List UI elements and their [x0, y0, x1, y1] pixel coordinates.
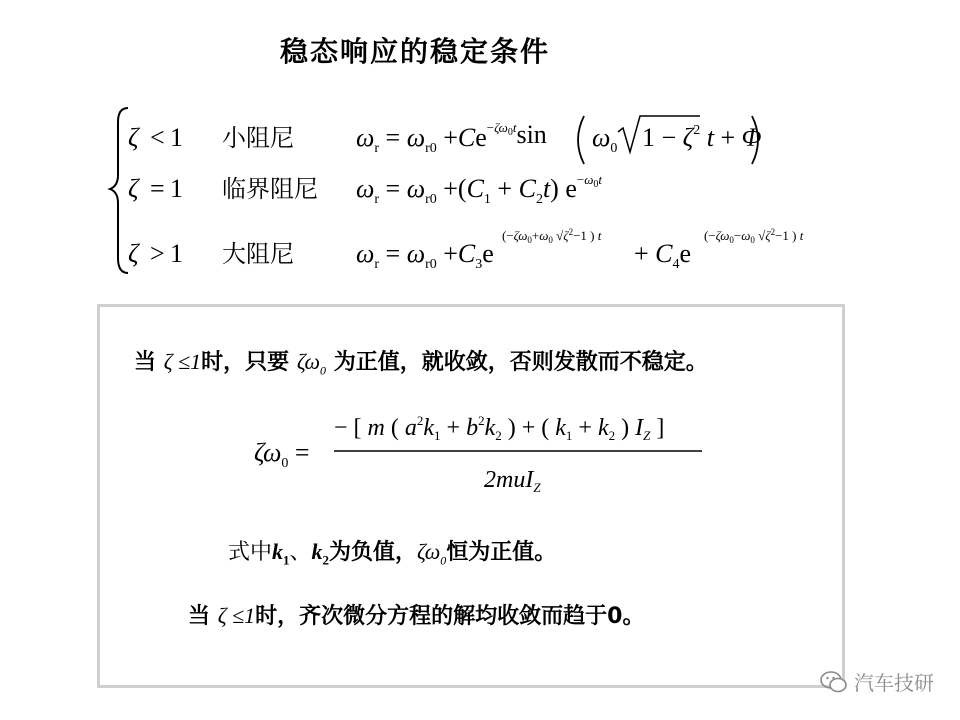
case-row-overdamped [128, 227, 804, 272]
overdamped-equation: $\omega_r = \omega_{r0} +C_3e$ [356, 239, 494, 272]
watermark-text: 汽车技研 [854, 671, 934, 695]
zeta-condition: ζ ≤1 [163, 349, 202, 374]
exponent-1: ($-\zeta\omega_0+\omega_0$ $√\zeta^2-1$ ) t [502, 227, 602, 245]
sqrt-radicand: $1 - \zeta^2$ t + Φ [642, 123, 762, 152]
case-label: 小阻尼 [222, 124, 294, 152]
paren-left [578, 116, 584, 164]
case-label: 临界阻尼 [222, 175, 318, 203]
overdamped-equation-term2: + $C_4e$ [634, 239, 692, 272]
watermark [820, 667, 934, 696]
case-row-critical [128, 172, 602, 207]
relation-symbol: > [150, 239, 165, 268]
case-row-underdamped [128, 116, 762, 164]
exponent-2: ($-\zeta\omega_0-\omega_0$ $√\zeta^2-1$ ) t [704, 227, 804, 245]
relation-symbol: = [150, 174, 165, 203]
damping-cases [0, 0, 960, 300]
stability-condition-box [97, 304, 845, 688]
condition-line-1: 当 ζ ≤1时，只要 $\zeta\omega_0$ 为正值，就收敛，否则发散而不稳定。 [134, 349, 708, 378]
wechat-icon [820, 670, 848, 694]
case-brace [110, 108, 128, 273]
zeta-omega-term: $\zeta\omega_0$ [296, 349, 327, 378]
svg-text:ζω0 =: $\zeta\omega_0$ = [254, 438, 310, 471]
condition-value: 1 [170, 239, 183, 268]
zeta-symbol: ζ [128, 174, 139, 203]
underdamped-equation: $\omega_r = \omega_{r0} +Ce^-\zeta\omega 0tsin$ [356, 120, 547, 156]
page-title: 稳态响应的稳定条件 [280, 35, 551, 68]
zeta-condition: ζ ≤1 [217, 603, 256, 628]
formula-numerator: − [ m ( $a^2k_1 + b^2k_2$ ) + ( $k_1 + k_2$ ) $I_Z$ ] [334, 413, 665, 443]
zeta-omega-term: $\zeta\omega_0$ [417, 539, 447, 568]
formula-denominator: 2muI$_Z$ [484, 467, 541, 495]
zeta-symbol: ζ [128, 123, 139, 152]
relation-symbol: < [150, 123, 165, 152]
condition-value: 1 [170, 123, 183, 152]
zeta-symbol: ζ [128, 239, 139, 268]
condition-value: 1 [170, 174, 183, 203]
condition-line-2: 式中$k_1$、$k_2$为负值，$\zeta\omega_0$恒为正值。 [228, 539, 557, 568]
critical-equation: $\omega_r = \omega_{r0} +(C_1 + C_2t)$ e−ω0t [356, 172, 603, 207]
condition-line-3: 当 ζ ≤1时，齐次微分方程的解均收敛而趋于0。 [188, 603, 645, 629]
sin-argument: $\omega_0$ [592, 123, 618, 156]
zeta-omega-formula [250, 399, 720, 503]
case-label: 大阻尼 [222, 240, 294, 268]
